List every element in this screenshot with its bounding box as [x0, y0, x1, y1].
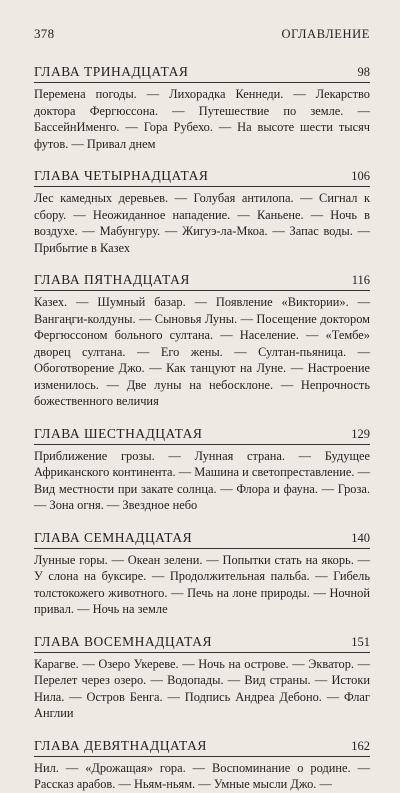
chapter-page-number: 140 [351, 530, 370, 545]
chapter-summary: Приближение грозы. — Лунная страна. — Будущее Африканского континента. — Машина и светопреставление. — Вид местности при закате солнца. — Флора и фауна. — Гроза. — Зона огня. — Звездное небо [34, 448, 371, 512]
chapter-page-number: 98 [357, 65, 370, 79]
running-head [34, 26, 370, 64]
chapter-heading-row [34, 64, 370, 83]
chapter-title: ГЛАВА ШЕСТНАДЦАТАЯ [34, 425, 203, 441]
chapter-title: ГЛАВА ДЕВЯТНАДЦАТАЯ [34, 737, 207, 753]
toc-entry [34, 738, 370, 793]
chapter-title: ГЛАВА ВОСЕМНАДЦАТАЯ [34, 633, 212, 649]
page-number: 378 [34, 26, 55, 41]
chapter-heading-row [34, 272, 370, 291]
chapter-page-number: 116 [351, 273, 370, 287]
chapter-heading-row [34, 634, 370, 653]
toc-entry [34, 272, 370, 410]
chapter-heading-row [34, 738, 370, 757]
toc-entry [34, 426, 370, 514]
toc-entry [34, 64, 370, 152]
chapter-title: ГЛАВА ТРИНАДЦАТАЯ [34, 64, 189, 79]
chapter-heading-row [34, 168, 370, 187]
chapter-summary: Нил. — «Дрожащая» гора. — Воспоминание о родине. — Рассказ арабов. — Ньям-ньям. — Умные мысли Джо. — [34, 760, 370, 791]
chapter-page-number: 162 [351, 738, 370, 753]
chapter-summary: Лунные горы. — Океан зелени. — Попытки стать на якорь. — У слона на буксире. — Продолжительная пальба. — Гибель толстокожего животного. — Печь на лоне природы. — Ночной привал. — Ночь на земле [34, 552, 370, 616]
toc-entry [34, 634, 370, 722]
chapter-summary: Казех. — Шумный базар. — Появление «Виктории». — Вангаңги-колдуны. — Сыновья Луны. — Посещение доктором Фергюссоном больного султана. — Население. — «Тембе» дворец султана. — Его жены. — Султан-пьяница. — Обоготворение Джо. — Как танцуют на Луне. — Настроение изменилось. — Две луны на небосклоне. — Непрочность божественного величия [34, 295, 370, 408]
table-of-contents [34, 64, 370, 793]
chapter-summary: Карагве. — Озеро Укереве. — Ночь на острове. — Экватор. — Перелет через озеро. — Водопады. — Вид страны. — Истоки Нила. — Остров Бенга. — Подпись Андреа Дебоно. — Флаг Англии [34, 656, 370, 720]
chapter-page-number: 129 [351, 426, 370, 441]
chapter-page-number: 151 [351, 634, 370, 649]
chapter-title: ГЛАВА ЧЕТЫРНАДЦАТАЯ [34, 168, 209, 183]
chapter-heading-row [34, 426, 370, 445]
chapter-title: ГЛАВА ПЯТНАДЦАТАЯ [34, 272, 190, 287]
running-title: ОГЛАВЛЕНИЕ [281, 27, 370, 41]
chapter-title: ГЛАВА СЕМНАДЦАТАЯ [34, 529, 193, 545]
chapter-summary: Перемена погоды. — Лихорадка Кеннеди. — Лекарство доктора Фергюссона. — Путешествие по земле. — БассейнИменго. — Гора Рубехо. — На высоте шести тысяч футов. — Привал днем [34, 87, 370, 151]
toc-entry [34, 530, 370, 618]
chapter-page-number: 106 [351, 169, 370, 183]
chapter-heading-row [34, 530, 370, 549]
chapter-summary: Лес камедных деревьев. — Голубая антилопа. — Сигнал к сбору. — Неожиданное нападение. — Каньене. — Ночь в воздухе. — Мабунгуру. — Жигуэ-ла-Мкоа. — Запас воды. — Прибытие в Казех [34, 191, 370, 255]
toc-entry [34, 168, 370, 256]
